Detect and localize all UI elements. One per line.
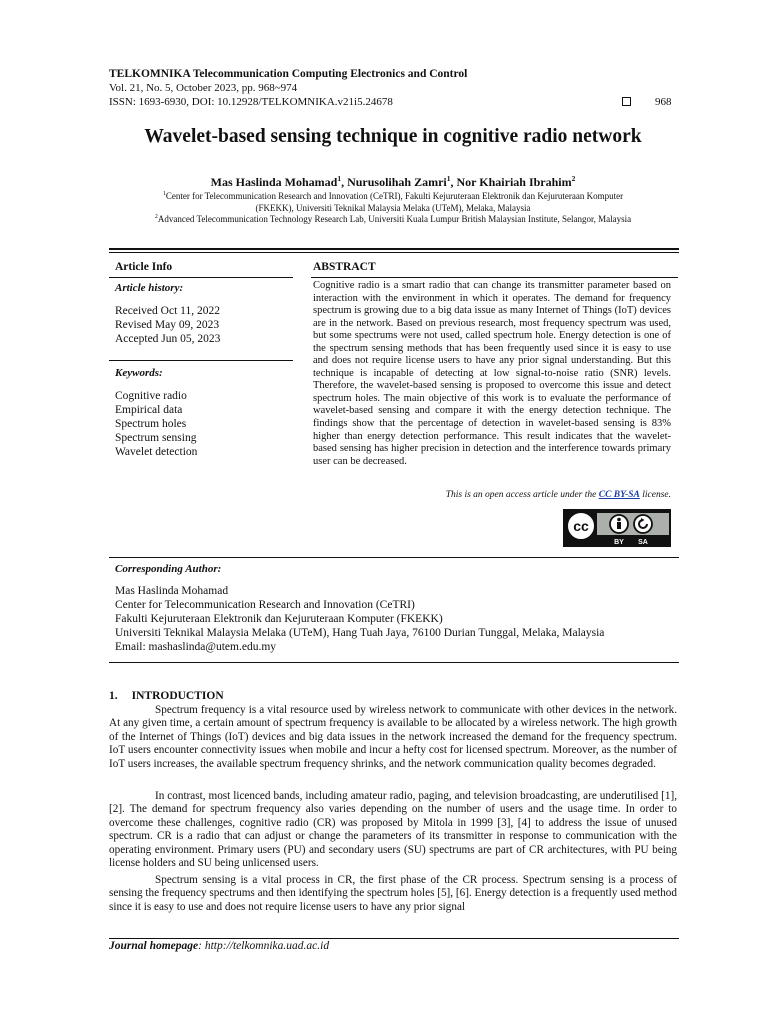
history-received: Received Oct 11, 2022 [115,305,220,317]
author-separator: , [450,175,457,189]
journal-homepage-url[interactable]: : http://telkomnika.uad.ac.id [198,940,330,952]
affiliation-2 [110,211,676,225]
intro-paragraph-3 [109,874,677,914]
corresponding-author-center: Center for Telecommunication Research and Innovation (CeTRI) [115,599,415,611]
corresponding-author-block [115,584,604,654]
affiliation-line: Center for Telecommunication Research and Innovation (CeTRI), Fakulti Kejuruteraan Elektronik dan Kejuruteraan Komputer [165,191,624,201]
affiliation-line: (FKEKK), Universiti Teknikal Malaysia Melaka (UTeM), Melaka, Malaysia [255,203,531,213]
affiliation-line: Advanced Telecommunication Technology Research Lab, Universiti Kuala Lumpur British Malaysian Institute, Selangor, Malaysia [157,214,632,224]
cc-by-sa-link[interactable]: CC BY-SA [598,490,640,500]
affiliation-mark: 2 [154,214,158,220]
author-name: Nurusolihah Zamri [347,175,447,189]
abstract-heading: ABSTRACT [313,261,376,273]
paper-title: Wavelet-based sensing technique in cognitive radio network [144,126,642,147]
journal-issn-doi: ISSN: 1693-6930, DOI: 10.12928/TELKOMNIKA.v21i5.24678 [109,96,393,108]
history-accepted: Accepted Jun 05, 2023 [115,333,221,345]
corresponding-author-email: Email: mashaslinda@utem.edu.my [115,641,277,653]
footer-divider [109,938,679,939]
section-divider [109,252,679,253]
author-name: Nor Khairiah Ibrahim [456,175,572,189]
corresponding-author-faculty: Fakulti Kejuruteraan Elektronik dan Kejuruteraan Komputer (FKEKK) [115,613,443,625]
journal-homepage [109,940,329,952]
author-separator: , [341,175,348,189]
square-icon [622,97,631,106]
article-info-heading: Article Info [115,261,173,273]
keyword: Spectrum holes [115,418,187,430]
author-name: Mas Haslinda Mohamad [210,175,338,189]
badge-sa-label: SA [638,539,648,546]
corresponding-author-heading: Corresponding Author: [115,563,222,575]
keyword: Wavelet detection [115,446,198,458]
author-affiliation-mark: 2 [571,174,576,183]
section-number: 1. [109,690,118,702]
paragraph-text: Spectrum frequency is a vital resource used by wireless network to communicate with other devices in the network. At any given time, a certain amount of spectrum frequency is available to be allocated by a wireless network. The high growth of the Internet of Things (IoT) devices and big data issues in the network increased the demand for the frequency spectrum. IoT users encounter connectivity issues when mobile and incur a hefty cost for licensed spectrum. Moreover, as the number of IoT users increases, the available spectrum frequency shrinks, and the network communication quality becomes degraded. [109,704,677,770]
history-revised: Revised May 09, 2023 [115,319,220,331]
cc-badge-graphic [563,509,671,547]
badge-by-label: BY [614,539,624,546]
keyword: Cognitive radio [115,390,187,402]
column-divider [109,277,293,278]
author-affiliation-mark: 1 [337,174,342,183]
section-divider [109,662,679,663]
sa-share-icon [634,515,652,533]
section-title-text: INTRODUCTION [131,690,224,702]
keyword: Empirical data [115,404,183,416]
cc-by-sa-badge-icon[interactable] [563,509,671,547]
paragraph-text: In contrast, most licenced bands, including amateur radio, paging, and television broadcasting, are underutilised [1], [2]. The demand for spectrum frequency also varies depending on the number of users and the usage time. In order to overcome these challenges, cognitive radio (CR) was proposed by Mitola in 1999 [3], [4] to address the issue of unused spectrum. CR is a radio that can adjust or change the parameters of its transmitter in response to communication with the operating environment. Primary users (PU) and secondary users (SU) spectrums are part of CR architectures, with PU being license holders and SU being unlicensed users. [109,790,677,870]
corresponding-author-name: Mas Haslinda Mohamad [115,585,229,597]
abstract-text: Cognitive radio is a smart radio that can change its transmitter parameter based on interaction with the environment in which it operates. The demand for frequency spectrum is growing due to a big data issue as many Internet of Things (IoT) devices are in the network. Based on previous research, most frequency spectrum was used, but some spectrums were not used, called spectrum hole. Energy detection is one of the spectrum sensing methods that has been frequently used since it is easy to use and does not require license users to have any prior signal understanding. But this technique is incapable of detecting at low signal-to-noise ratio (SNR) levels. Therefore, the wavelet-based sensing is proposed to overcome this issue and detect spectrum holes. The main objective of this work is to evaluate the performance of wavelet-based sensing and compare it with the energy detection technique. The findings show that the percentage of detection in wavelet-based sensing is 83% higher than energy detection performance. This result indicates that the wavelet-based sensing has higher precision in detection and the interference towards primary user can be decreased. [313,280,671,467]
intro-paragraph-1 [109,704,677,771]
paragraph-text: Spectrum sensing is a vital process in CR, the first phase of the CR process. Spectrum sensing is a process of sensing the frequency spectrums and then identifying the spectrum holes [5], [6]. Energy detection is a frequently used method since it is easy to use and does not require license users to have any prior signal [109,874,677,913]
section-divider [109,248,679,250]
journal-homepage-label: Journal homepage [109,940,199,952]
section-divider [109,557,679,558]
keyword: Spectrum sensing [115,432,197,444]
article-history-heading: Article history: [115,282,184,294]
author-affiliation-mark: 1 [446,174,451,183]
column-divider [109,360,293,361]
svg-text:cc: cc [573,518,589,534]
introduction-heading [109,690,224,702]
intro-paragraph-2 [109,790,677,870]
open-access-prefix: This is an open access article under the [445,490,599,500]
column-divider [311,277,678,278]
page-number: 968 [655,96,672,108]
journal-volume: Vol. 21, No. 5, October 2023, pp. 968~974 [109,82,298,94]
journal-name: TELKOMNIKA Telecommunication Computing Electronics and Control [109,68,468,80]
affiliation-mark: 1 [162,191,166,197]
keywords-heading: Keywords: [115,367,163,379]
open-access-suffix: license. [639,490,671,500]
open-access-statement [313,490,671,500]
corresponding-author-university: Universiti Teknikal Malaysia Melaka (UTeM), Hang Tuah Jaya, 76100 Durian Tunggal, Melaka, Malaysia [115,627,605,639]
